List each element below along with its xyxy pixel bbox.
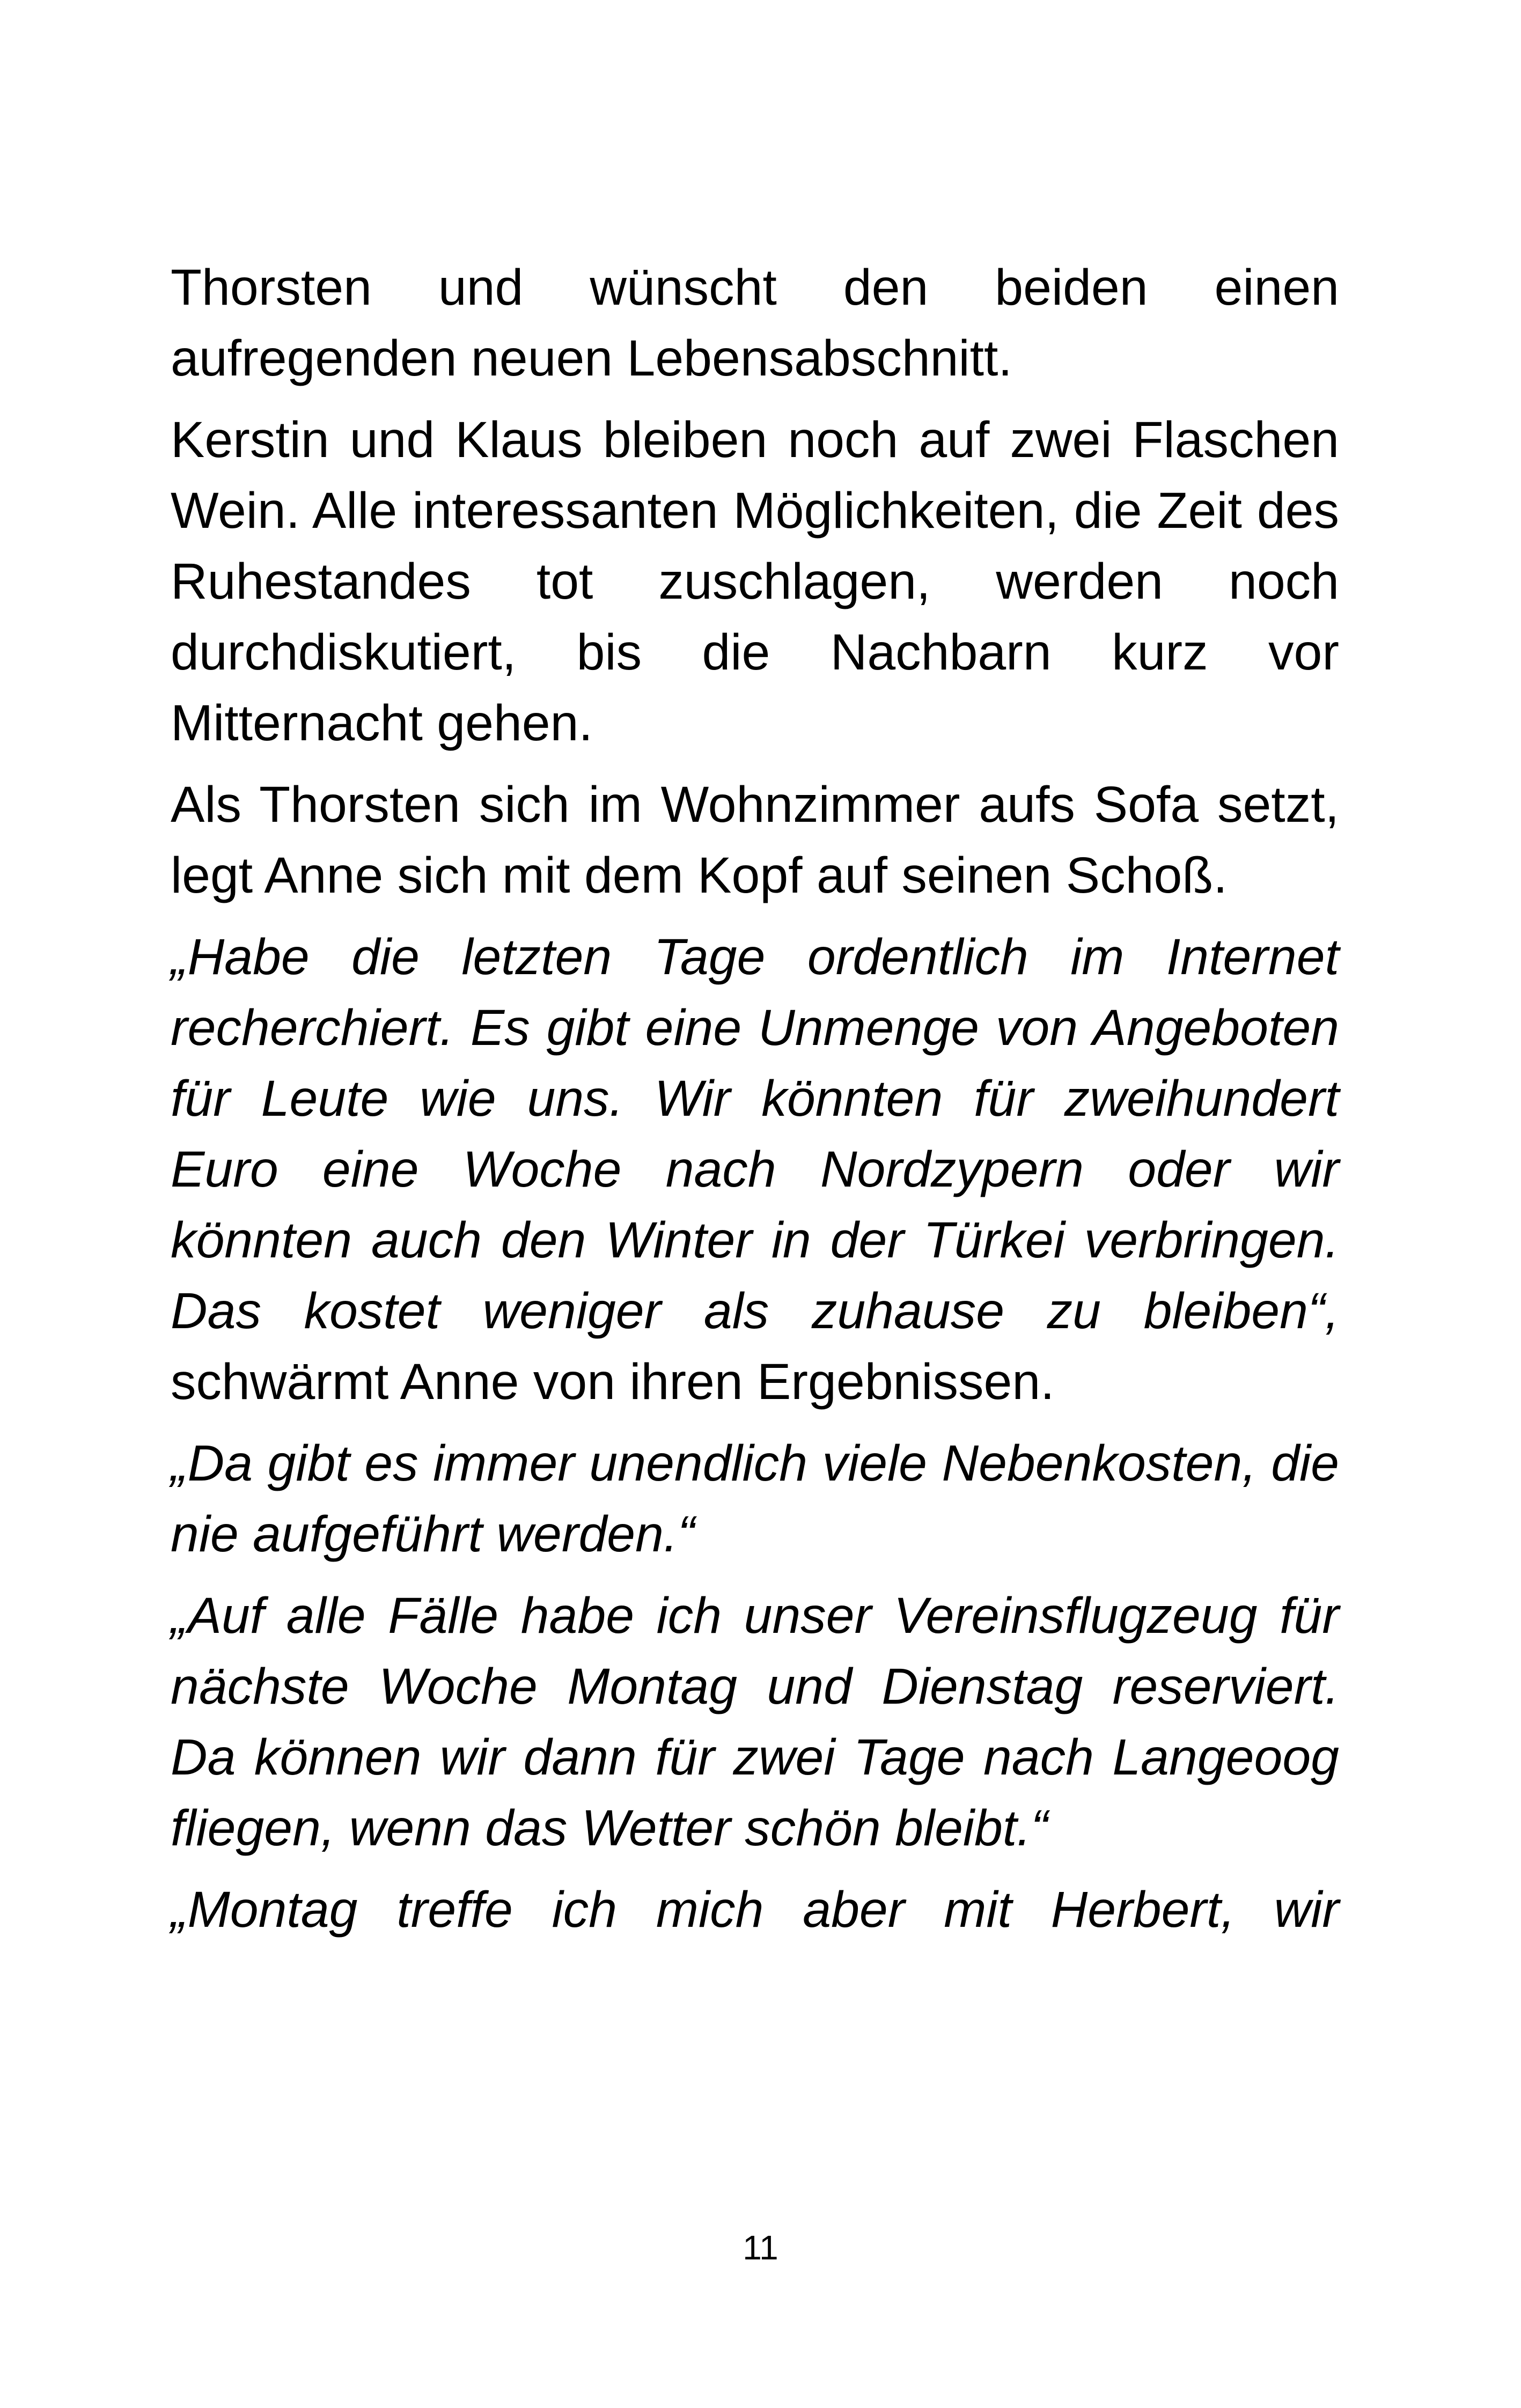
paragraph-1-text: Thorsten und wünscht den beiden einen aufregenden neuen Lebensabschnitt. [171,259,1339,387]
page-number: 11 [743,2228,778,2267]
paragraph-7 [171,1874,1339,1945]
paragraph-2-text: Kerstin und Klaus bleiben noch auf zwei Flaschen Wein. Alle interessanten Möglichkeiten, die Zeit des Ruhestandes tot zuschlagen, werden noch durchdiskutiert, bis die Nachbarn kurz vor Mitternacht gehen. [171,411,1339,752]
paragraph-3 [171,769,1339,911]
paragraph-6-dialogue: „Auf alle Fälle habe ich unser Vereinsflugzeug für nächste Woche Montag und Dienstag reserviert. Da können wir dann für zwei Tage nach Langeoog fliegen, wenn das Wetter schön bleibt.“ [171,1587,1339,1857]
paragraph-4-narration: schwärmt Anne von ihren Ergebnissen. [171,1353,1055,1410]
paragraph-6 [171,1580,1339,1864]
paragraph-5-dialogue: „Da gibt es immer unendlich viele Nebenkosten, die nie aufgeführt werden.“ [171,1435,1339,1563]
paragraph-2 [171,404,1339,759]
paragraph-4 [171,922,1339,1417]
body-text [171,252,1339,1956]
paragraph-5 [171,1428,1339,1570]
paragraph-4-dialogue: „Habe die letzten Tage ordentlich im Internet recherchiert. Es gibt eine Unmenge von Angeboten für Leute wie uns. Wir könnten für zweihundert Euro eine Woche nach Nordzypern oder wir könnten auch den Winter in der Türkei verbringen. Das kostet weniger als zuhause zu bleiben“, [171,929,1339,1339]
paragraph-3-text: Als Thorsten sich im Wohnzimmer aufs Sofa setzt, legt Anne sich mit dem Kopf auf seinen Schoß. [171,776,1339,904]
paragraph-1 [171,252,1339,394]
paragraph-7-dialogue: „Montag treffe ich mich aber mit Herbert, wir [171,1881,1339,1938]
